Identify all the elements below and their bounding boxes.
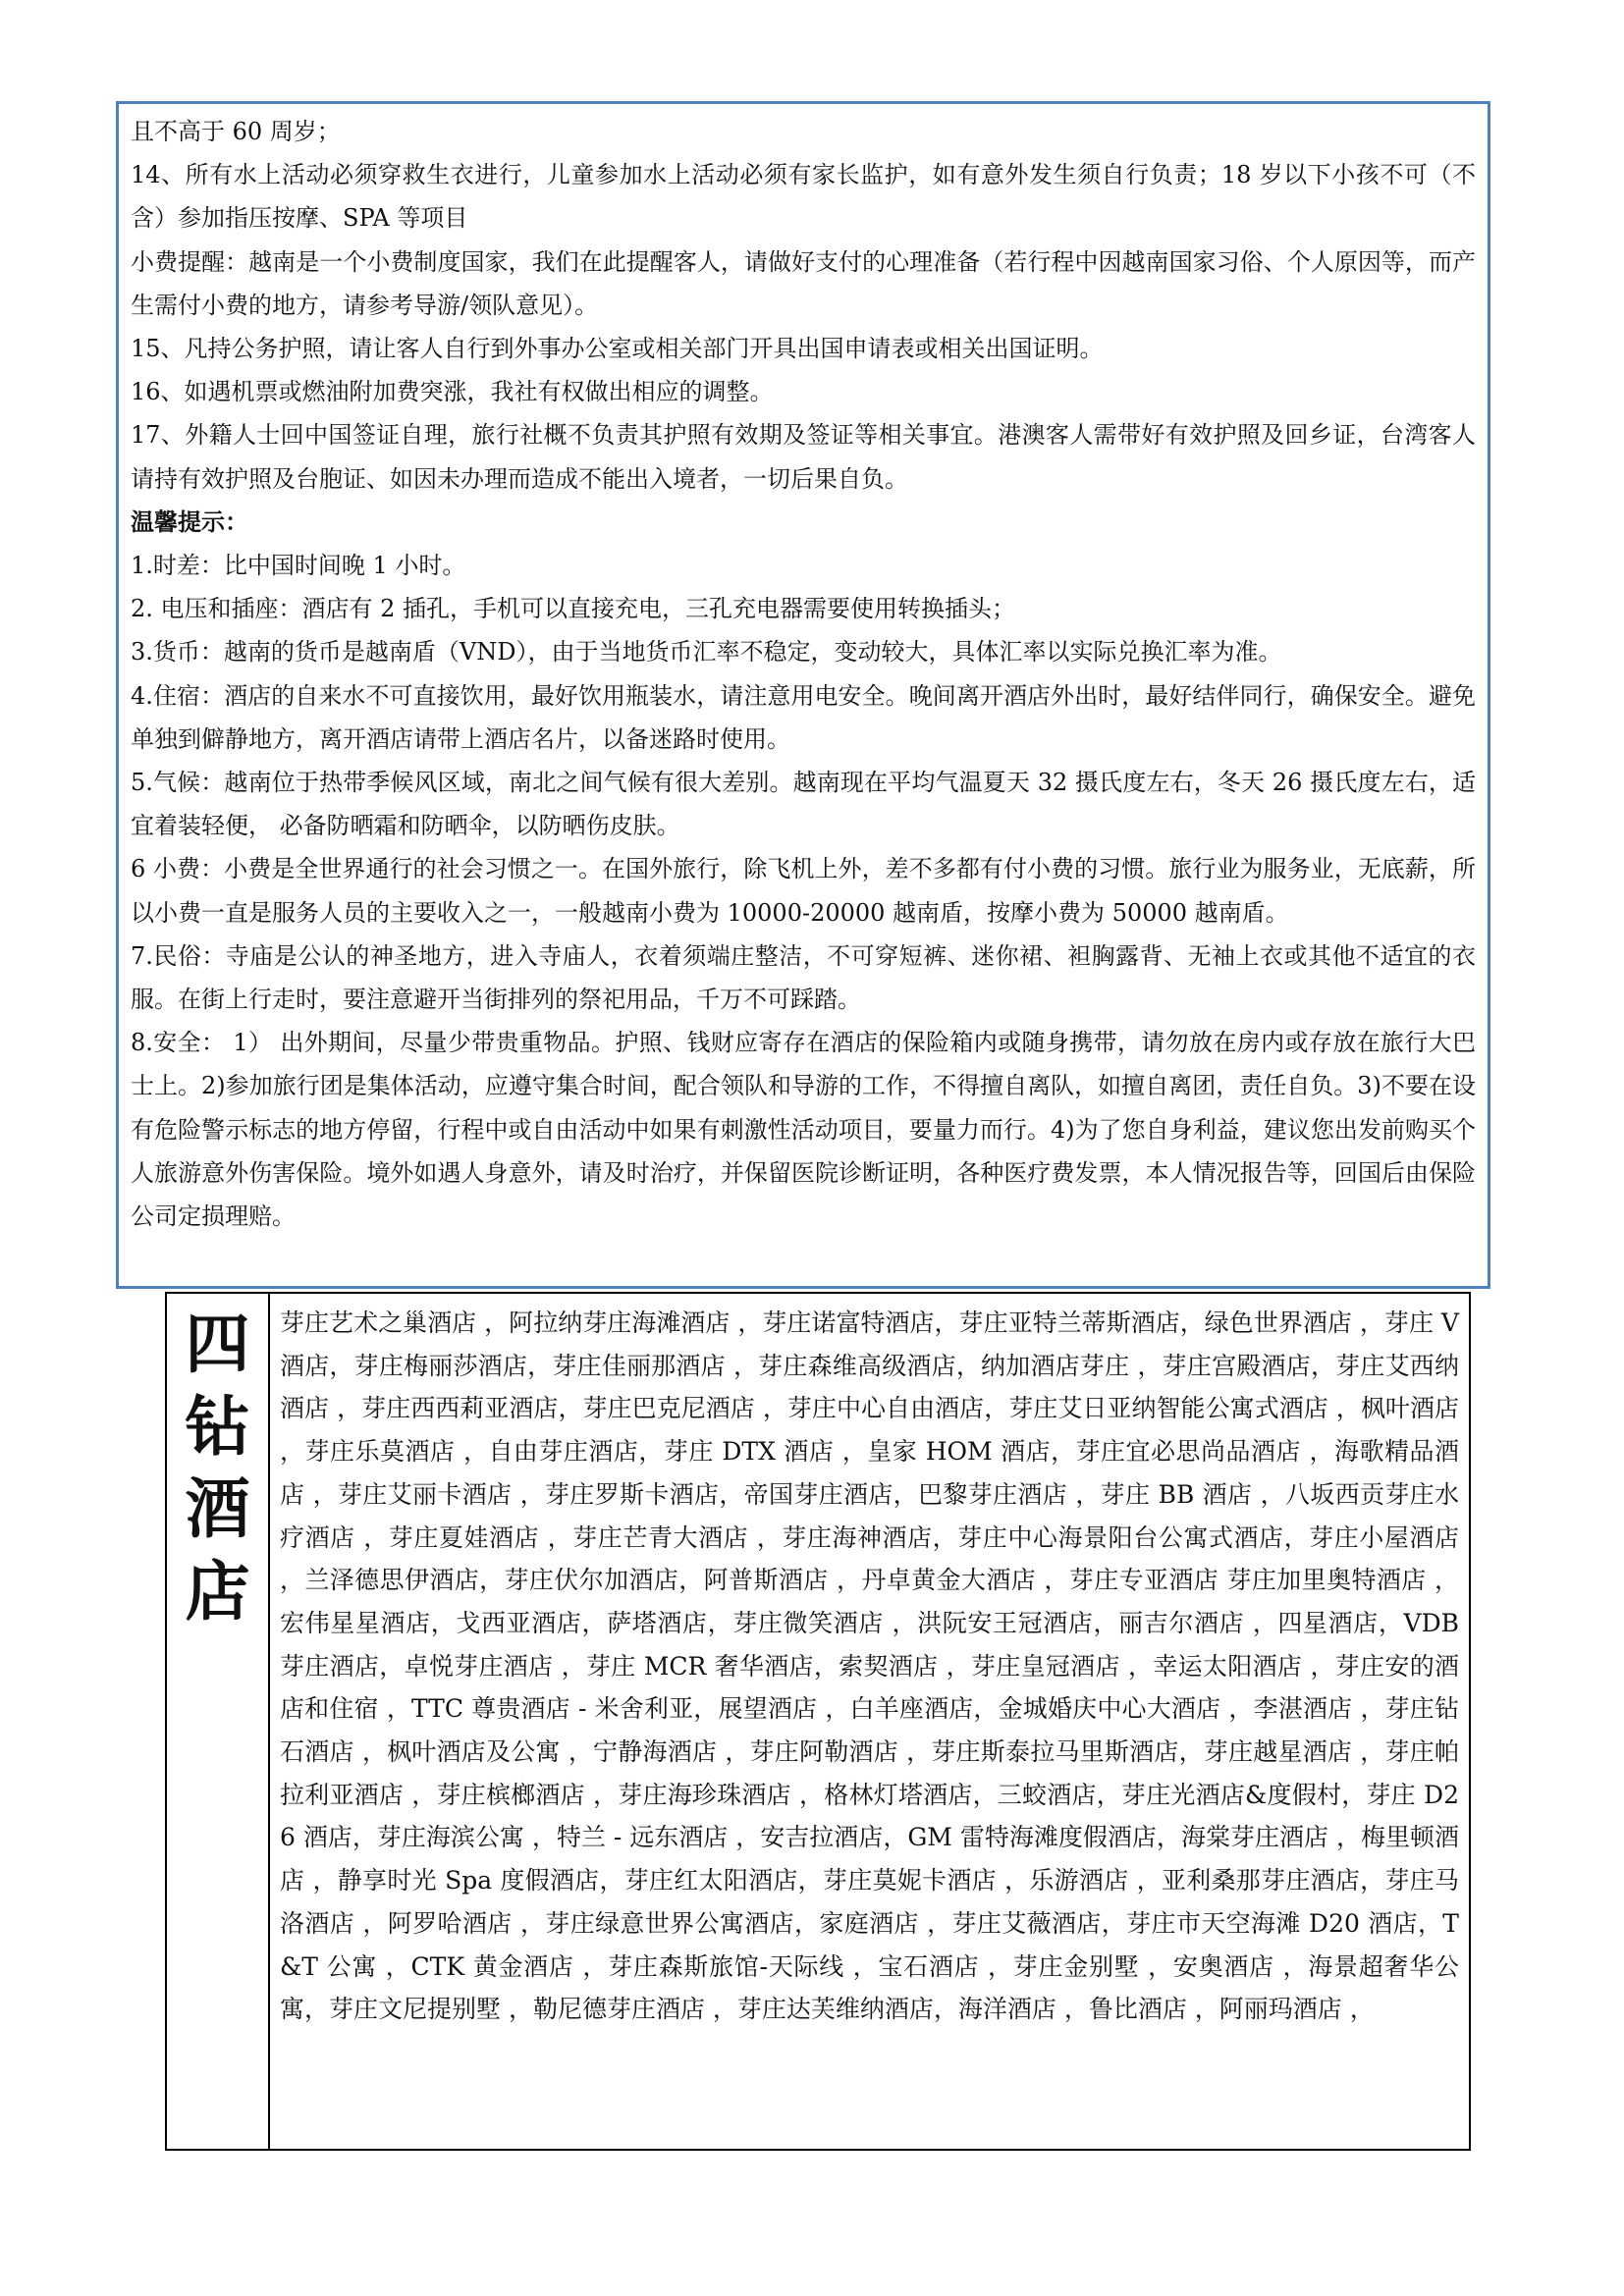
tip-currency: 3.货币：越南的货币是越南盾（VND），由于当地货币汇率不稳定，变动较大，具体汇率以实际兑换汇率为准。 [131,638,1282,667]
hotel-category-cell [167,1294,270,2149]
notice-15-official-passport: 15、凡持公务护照，请让客人自行到外事办公室或相关部门开具出国申请表或相关出国证明。 [131,335,1104,363]
notice-tipping-reminder: 小费提醒：越南是一个小费制度国家，我们在此提醒客人，请做好支付的心理准备（若行程中因越南国家习俗、个人原因等，而产生需付小费的地方，请参考导游/领队意见）。 [131,247,1476,319]
hotel-table [165,1292,1471,2151]
tip-accommodation: 4.住宿：酒店的自来水不可直接饮用，最好饮用瓶装水，请注意用电安全。晚间离开酒店外出时，最好结伴同行，确保安全。避免单独到僻静地方，离开酒店请带上酒店名片，以备迷路时使用。 [131,681,1476,753]
tip-voltage-sockets: 2. 电压和插座：酒店有 2 插孔，手机可以直接充电，三孔充电器需要使用转换插头； [131,595,1016,623]
tip-safety: 8.安全： 1） 出外期间，尽量少带贵重物品。护照、钱财应寄存在酒店的保险箱内或随身携带，请勿放在房内或存放在旅行大巴士上。2)参加旅行团是集体活动，应遵守集合时间，配合领队和导游的工作，不得擅自离队，如擅自离团，责任自负。3)不要在设有危险警示标志的地方停留，行程中或自由活动中如果有刺激性活动项目，要量力而行。4)为了您自身利益，建议您出发前购买个人旅游意外伤害保险。境外如遇人身意外，请及时治疗，并保留医院诊断证明，各种医疗费发票，本人情况报告等，回国后由保险公司定损理赔。 [131,1029,1476,1231]
notice-14-water-activities: 14、所有水上活动必须穿救生衣进行，儿童参加水上活动必须有家长监护，如有意外发生须自行负责；18 岁以下小孩不可（不含）参加指压按摩、SPA 等项目 [131,161,1476,233]
tips-heading: 温馨提示： [131,507,248,536]
tip-climate: 5.气候：越南位于热带季候风区域，南北之间气候有很大差别。越南现在平均气温夏天 32 摄氏度左右，冬天 26 摄氏度左右，适宜着装轻便， 必备防晒霜和防晒伞，以防晒伤皮肤。 [131,769,1476,840]
tip-customs: 7.民俗：寺庙是公认的神圣地方，进入寺庙人，衣着须端庄整洁，不可穿短裤、迷你裙、袒胸露背、无袖上衣或其他不适宜的衣服。在街上行走时，要注意避开当街排列的祭祀用品，千万不可踩踏。 [131,941,1476,1014]
notice-age-limit: 且不高于 60 周岁； [131,118,341,145]
tip-gratuity: 6 小费：小费是全世界通行的社会习惯之一。在国外旅行，除飞机上外，差不多都有付小费的习惯。旅行业为服务业，无底薪，所以小费一直是服务人员的主要收入之一，一般越南小费为 10000-20000 越南盾，按摩小费为 50000 越南盾。 [131,855,1476,927]
notice-17-foreign-visitors: 17、外籍人士回中国签证自理，旅行社概不负责其护照有效期及签证等相关事宜。港澳客人需带好有效护照及回乡证，台湾客人请持有效护照及台胞证、如因未办理而造成不能出入境者，一切后果自负。 [131,421,1476,493]
notice-box [116,101,1490,1289]
hotel-list: 芽庄艺术之巢酒店 ，阿拉纳芽庄海滩酒店 ，芽庄诺富特酒店，芽庄亚特兰蒂斯酒店，绿色世界酒店 ，芽庄 V 酒店，芽庄梅丽莎酒店，芽庄佳丽那酒店 ，芽庄森维高级酒店，纳加酒店芽庄 ，芽庄宫殿酒店，芽庄艾西纳酒店 ，芽庄西西莉亚酒店，芽庄巴克尼酒店 ，芽庄中心自由酒店，芽庄艾日亚纳智能公寓式酒店 ，枫叶酒店 ，芽庄乐莫酒店 ，自由芽庄酒店，芽庄 DTX 酒店 ，皇家 HOM 酒店，芽庄宜必思尚品酒店 ，海歌精品酒店 ，芽庄艾丽卡酒店 ，芽庄罗斯卡酒店，帝国芽庄酒店，巴黎芽庄酒店 ，芽庄 BB 酒店 ，八坂西贡芽庄水疗酒店 ，芽庄夏娃酒店 ，芽庄芒青大酒店 ，芽庄海神酒店，芽庄中心海景阳台公寓式酒店，芽庄小屋酒店 ，兰泽德思伊酒店，芽庄伏尔加酒店，阿普斯酒店 ，丹卓黄金大酒店 ，芽庄专亚酒店 芽庄加里奥特酒店 ，宏伟星星酒店，戈西亚酒店，萨塔酒店，芽庄微笑酒店 ，洪阮安王冠酒店，丽吉尔酒店 ，四星酒店，VDB 芽庄酒店，卓悦芽庄酒店 ，芽庄 MCR 奢华酒店，索契酒店 ，芽庄皇冠酒店 ，幸运太阳酒店 ，芽庄安的酒店和住宿 ，TTC 尊贵酒店 - 米舍利亚，展望酒店 ，白羊座酒店，金城婚庆中心大酒店 ，李湛酒店 ，芽庄钻石酒店 ，枫叶酒店及公寓 ，宁静海酒店 ，芽庄阿勒酒店 ，芽庄斯泰拉马里斯酒店，芽庄越星酒店 ，芽庄帕拉利亚酒店 ，芽庄槟榔酒店 ，芽庄海珍珠酒店 ，格林灯塔酒店，三蛟酒店，芽庄光酒店&度假村，芽庄 D26 酒店，芽庄海滨公寓 ，特兰 - 远东酒店 ，安吉拉酒店，GM 雷特海滩度假酒店，海棠芽庄酒店 ，梅里顿酒店 ，静享时光 Spa 度假酒店，芽庄红太阳酒店，芽庄莫妮卡酒店 ，乐游酒店 ，亚利桑那芽庄酒店，芽庄马洛酒店 ，阿罗哈酒店 ，芽庄绿意世界公寓酒店，家庭酒店 ，芽庄艾薇酒店，芽庄市天空海滩 D20 酒店，T&T 公寓 ，CTK 黄金酒店 ，芽庄森斯旅馆-天际线 ，宝石酒店 ，芽庄金别墅 ，安奥酒店 ，海景超奢华公寓，芽庄文尼提别墅 ，勒尼德芽庄酒店 ，芽庄达芙维纳酒店，海洋酒店 ，鲁比酒店 ，阿丽玛酒店 ， [280,1308,1459,2024]
hotel-category-label: 四钻酒店 [185,1307,250,1629]
tip-time-difference: 1.时差：比中国时间晚 1 小时。 [131,552,466,580]
notice-16-surcharge: 16、如遇机票或燃油附加费突涨，我社有权做出相应的调整。 [131,378,774,406]
